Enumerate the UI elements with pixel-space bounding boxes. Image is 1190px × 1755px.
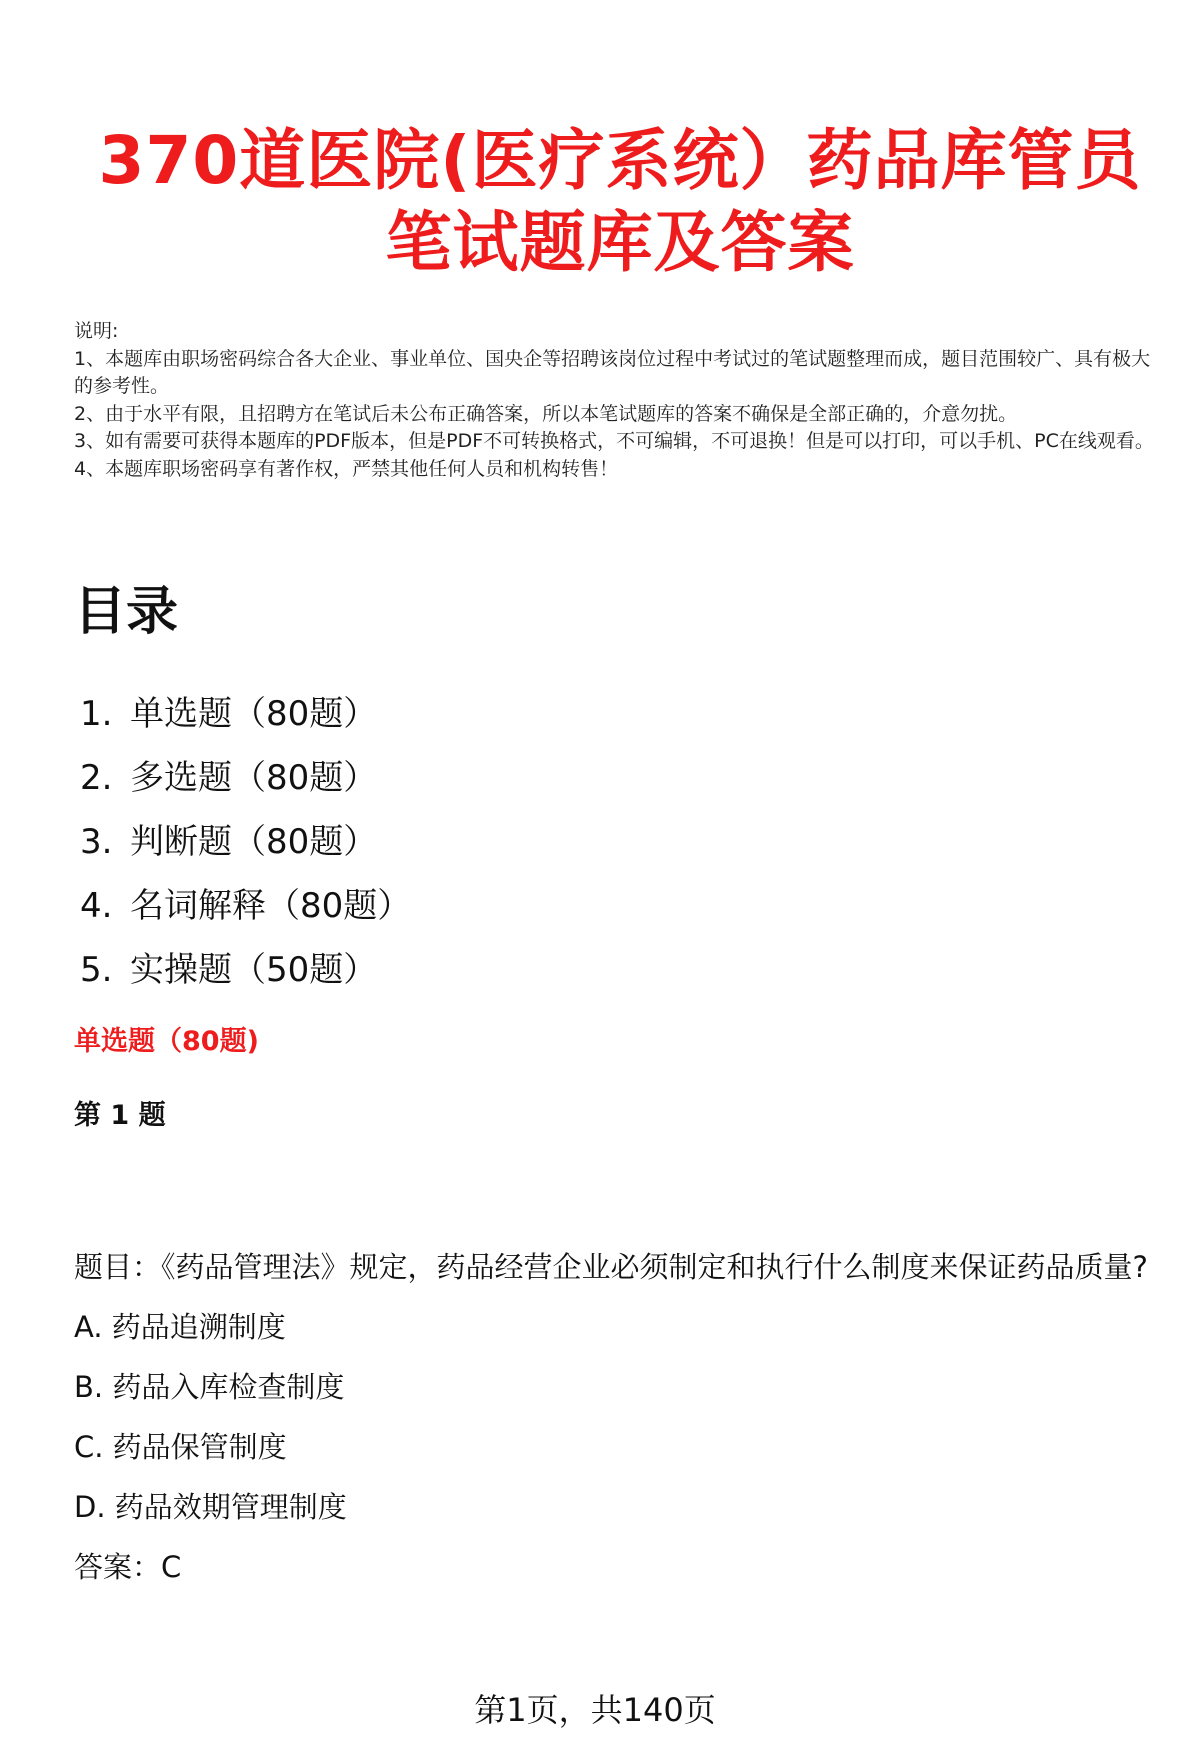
toc-item-label: 实操题（50题） bbox=[130, 950, 378, 990]
toc-item-number: 5. bbox=[80, 950, 113, 990]
notes-item-2: 2、由于水平有限，且招聘方在笔试后未公布正确答案，所以本笔试题库的答案不确保是全部正确的，介意勿扰。 bbox=[74, 402, 1018, 425]
title-line-1: 370道医院(医疗系统）药品库管员 bbox=[98, 122, 1142, 199]
toc-item-number: 1. bbox=[80, 694, 113, 734]
toc-item[interactable] bbox=[80, 682, 411, 746]
notes-label: 说明: bbox=[74, 320, 119, 342]
toc-item[interactable] bbox=[80, 874, 411, 938]
toc-item-number: 3. bbox=[80, 822, 113, 862]
section-heading: 单选题（80题) bbox=[74, 1026, 259, 1057]
toc-item[interactable] bbox=[80, 746, 411, 810]
toc-list bbox=[80, 682, 411, 1002]
toc-item[interactable] bbox=[80, 938, 411, 1002]
toc-item[interactable] bbox=[80, 810, 411, 874]
answer: 答案：C bbox=[74, 1550, 182, 1584]
option-a: A. 药品追溯制度 bbox=[74, 1310, 286, 1344]
notes-item-1: 1、本题库由职场密码综合各大企业、事业单位、国央企等招聘该岗位过程中考试过的笔试题整理而成，题目范围较广、具有极大的参考性。 bbox=[74, 347, 1151, 397]
document-title bbox=[60, 120, 1180, 284]
option-d: D. 药品效期管理制度 bbox=[74, 1490, 347, 1524]
toc-item-number: 4. bbox=[80, 886, 113, 926]
notes-block bbox=[74, 318, 1154, 483]
title-line-2: 笔试题库及答案 bbox=[385, 204, 855, 281]
page-footer: 第1页，共140页 bbox=[474, 1691, 716, 1729]
toc-item-label: 名词解释（80题） bbox=[130, 886, 412, 926]
option-b: B. 药品入库检查制度 bbox=[74, 1370, 345, 1404]
toc-item-label: 多选题（80题） bbox=[130, 758, 378, 798]
notes-item-3: 3、如有需要可获得本题库的PDF版本，但是PDF不可转换格式，不可编辑，不可退换！但是可以打印，可以手机、PC在线观看。 bbox=[74, 430, 1154, 452]
toc-item-label: 单选题（80题） bbox=[130, 694, 378, 734]
question-number: 第 1 题 bbox=[74, 1100, 166, 1131]
question-stem: 题目：《药品管理法》规定，药品经营企业必须制定和执行什么制度来保证药品质量? bbox=[74, 1250, 1148, 1284]
option-c: C. 药品保管制度 bbox=[74, 1430, 287, 1464]
toc-item-number: 2. bbox=[80, 758, 113, 798]
toc-heading: 目录 bbox=[74, 582, 179, 642]
notes-item-4: 4、本题库职场密码享有著作权，严禁其他任何人员和机构转售！ bbox=[74, 457, 619, 480]
question-block bbox=[74, 1237, 1164, 1597]
toc-item-label: 判断题（80题） bbox=[130, 822, 378, 862]
